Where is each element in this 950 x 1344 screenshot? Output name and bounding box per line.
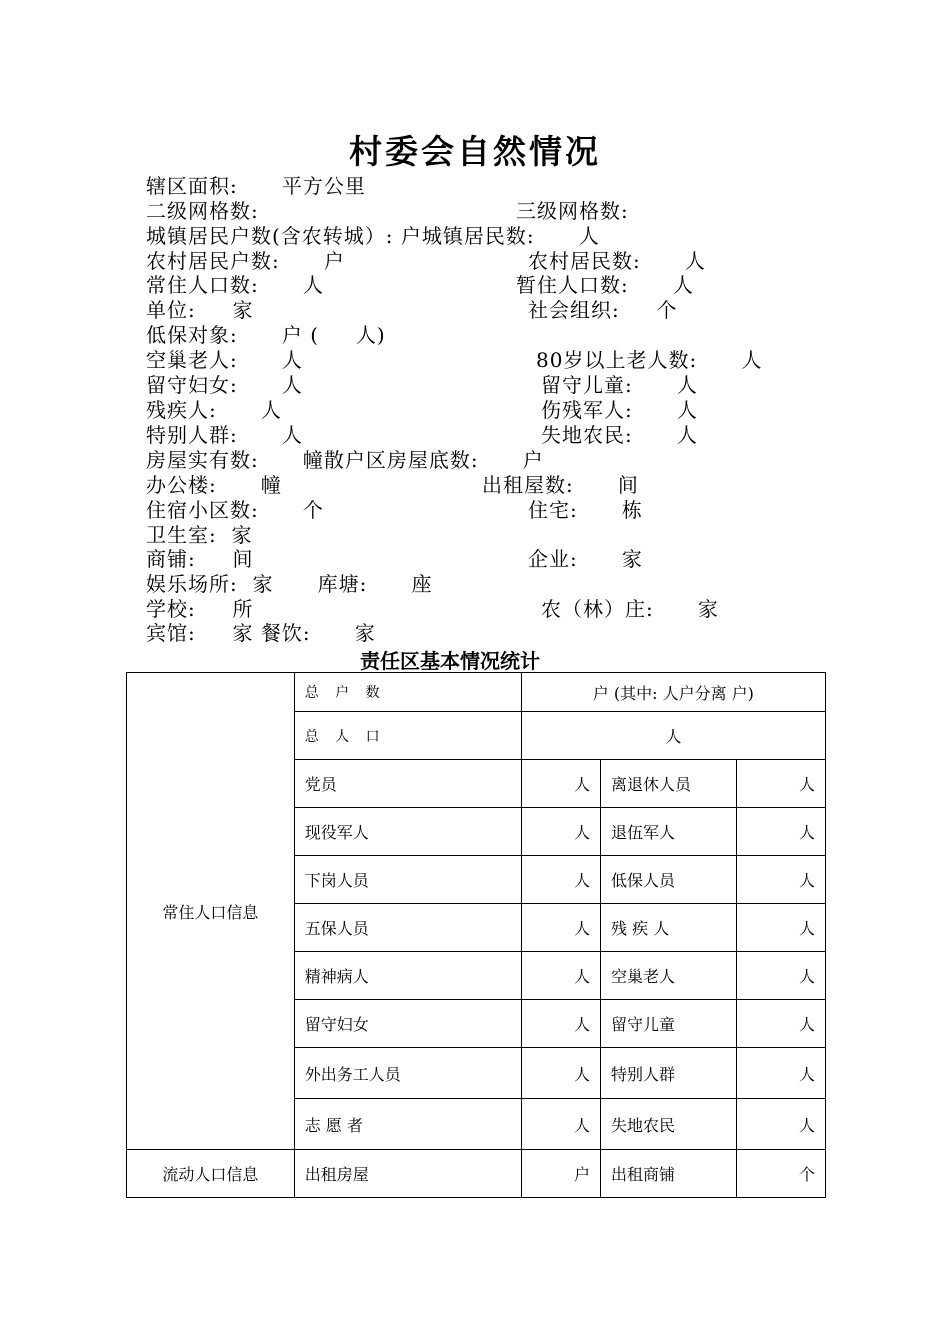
table-cell-label: 留守儿童 — [601, 1000, 737, 1048]
resident-category-cell: 常住人口信息 — [127, 673, 295, 1150]
table-cell-label: 党员 — [294, 760, 521, 808]
info-line-right: 企业: 家 — [528, 547, 643, 571]
info-line-right: 失地农民: 人 — [541, 423, 698, 447]
info-line-left: 辖区面积: 平方公里 — [146, 174, 366, 198]
info-line-right: 农（林）庄: 家 — [541, 597, 719, 621]
info-line-left: 办公楼: 幢 — [146, 473, 282, 497]
info-line-right: 农村居民数: 人 — [528, 249, 706, 273]
table-cell-label: 留守妇女 — [294, 1000, 521, 1048]
info-line-left: 宾馆: 家 餐饮: 家 — [146, 621, 376, 645]
info-line-left: 低保对象: 户 ( 人) — [146, 323, 386, 347]
table-cell-unit: 人 — [521, 904, 600, 952]
info-line-left: 常住人口数: 人 — [146, 273, 324, 297]
info-line-right: 三级网格数: — [516, 199, 629, 223]
info-line-left: 住宿小区数: 个 — [146, 498, 324, 522]
info-line-left: 单位: 家 — [146, 298, 254, 322]
table-cell-label: 离退休人员 — [601, 760, 737, 808]
info-line-left: 城镇居民户数(含农转城）: 户城镇居民数: 人 — [146, 224, 600, 248]
info-line-left: 卫生室: 家 — [146, 523, 253, 547]
info-line-left: 商铺: 间 — [146, 547, 254, 571]
table-cell-unit: 人 — [736, 1099, 825, 1150]
table-cell-unit: 人 — [521, 760, 600, 808]
table-cell-label: 残 疾 人 — [601, 904, 737, 952]
page-title: 村委会自然情况 — [349, 132, 601, 171]
table-cell-label: 下岗人员 — [294, 856, 521, 904]
table-title: 责任区基本情况统计 — [360, 649, 540, 673]
table-cell-unit: 人 — [736, 808, 825, 856]
table-row — [127, 1150, 826, 1198]
table-cell-unit: 人 — [521, 856, 600, 904]
table-cell-label: 志 愿 者 — [294, 1099, 521, 1150]
table-cell-label: 失地农民 — [601, 1099, 737, 1150]
info-line-left: 特别人群: 人 — [146, 423, 303, 447]
table-cell-label: 空巢老人 — [601, 952, 737, 1000]
info-line-right: 伤残军人: 人 — [541, 398, 698, 422]
table-cell-unit: 个 — [736, 1150, 825, 1198]
info-line-left: 留守妇女: 人 — [146, 373, 303, 397]
table-cell-unit: 人 — [521, 808, 600, 856]
table-cell-label: 外出务工人员 — [294, 1048, 521, 1099]
total-households-label: 总 户 数 — [294, 673, 521, 712]
table-cell-unit: 人 — [521, 1048, 600, 1099]
info-line-left: 二级网格数: — [146, 199, 259, 223]
info-line-right: 暂住人口数: 人 — [516, 273, 694, 297]
table-cell-label: 现役军人 — [294, 808, 521, 856]
total-households-value: 户 (其中: 人户分离 户) — [521, 673, 825, 712]
info-line-right: 留守儿童: 人 — [541, 373, 698, 397]
info-line-left: 农村居民户数: 户 — [146, 249, 345, 273]
table-cell-unit: 人 — [521, 952, 600, 1000]
table-cell-unit: 人 — [736, 952, 825, 1000]
floating-category-cell: 流动人口信息 — [127, 1150, 295, 1198]
info-line-right: 80岁以上老人数: 人 — [536, 348, 763, 372]
info-line-left: 娱乐场所: 家 库塘: 座 — [146, 572, 433, 596]
table-cell-label: 出租房屋 — [294, 1150, 521, 1198]
table-cell-unit: 人 — [521, 1099, 600, 1150]
table-cell-unit: 人 — [736, 904, 825, 952]
table-cell-unit: 人 — [736, 760, 825, 808]
table-row — [127, 673, 826, 712]
table-cell-label: 低保人员 — [601, 856, 737, 904]
info-line-left: 房屋实有数: 幢散户区房屋底数: 户 — [146, 448, 544, 472]
info-line-right: 出租屋数: 间 — [482, 473, 639, 497]
table-cell-label: 出租商铺 — [601, 1150, 737, 1198]
total-population-label: 总 人 口 — [294, 712, 521, 760]
table-cell-label: 精神病人 — [294, 952, 521, 1000]
total-population-value: 人 — [521, 712, 825, 760]
info-line-left: 空巢老人: 人 — [146, 348, 303, 372]
info-line-right: 社会组织: 个 — [528, 298, 678, 322]
table-cell-unit: 人 — [736, 1000, 825, 1048]
info-line-left: 残疾人: 人 — [146, 398, 282, 422]
table-cell-label: 特别人群 — [601, 1048, 737, 1099]
info-line-left: 学校: 所 — [146, 597, 254, 621]
table-cell-unit: 人 — [736, 1048, 825, 1099]
table-cell-label: 五保人员 — [294, 904, 521, 952]
table-cell-unit: 人 — [521, 1000, 600, 1048]
table-cell-unit: 户 — [521, 1150, 600, 1198]
info-line-right: 住宅: 栋 — [528, 498, 643, 522]
table-cell-unit: 人 — [736, 856, 825, 904]
stats-table — [126, 672, 826, 1198]
table-cell-label: 退伍军人 — [601, 808, 737, 856]
